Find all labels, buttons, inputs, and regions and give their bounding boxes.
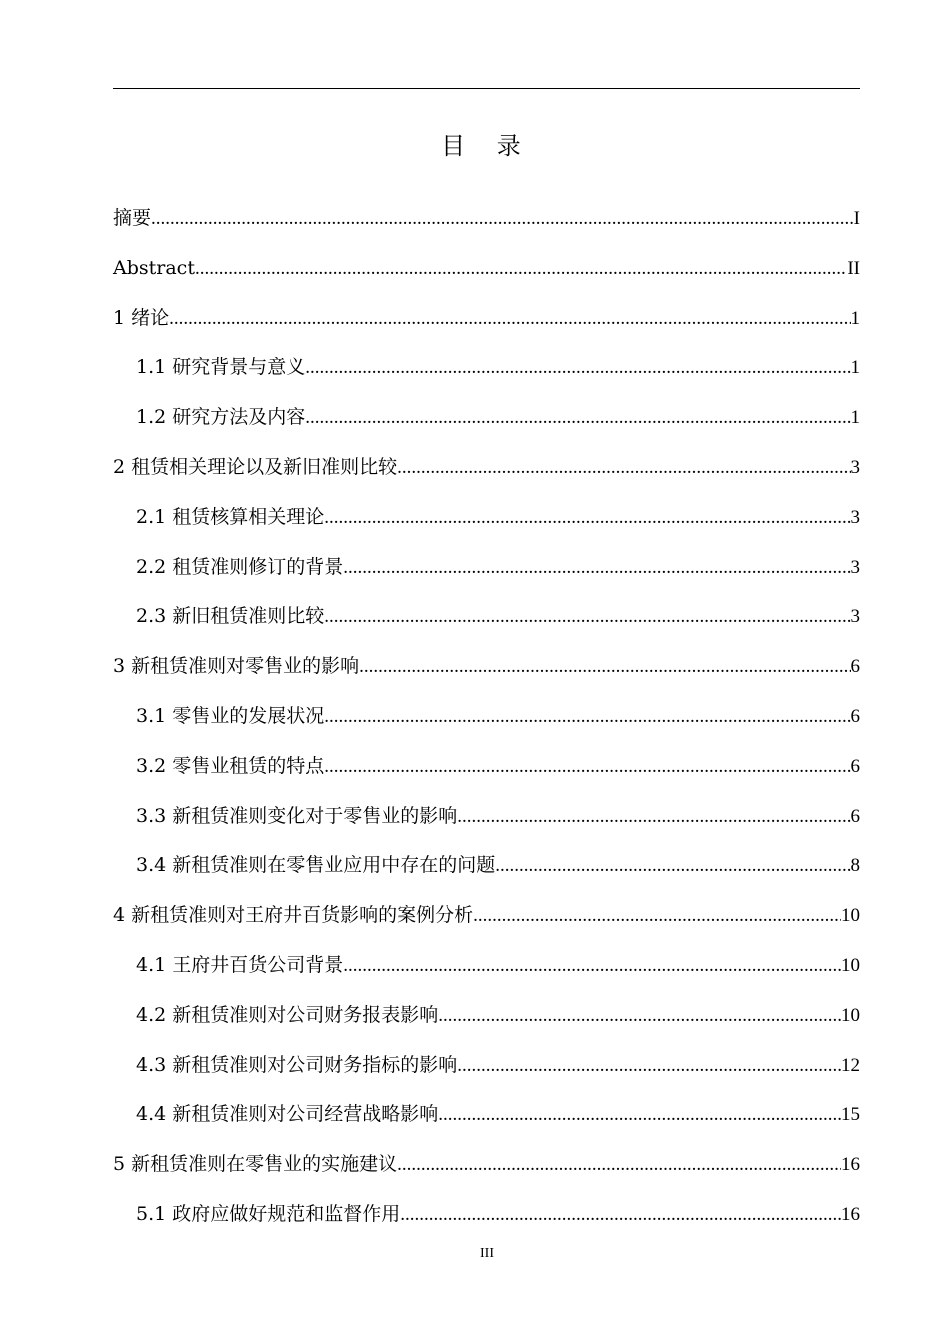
toc-dot-leader bbox=[438, 994, 841, 1037]
toc-entry-label: 2.2 租赁准则修订的背景 bbox=[136, 555, 344, 578]
toc-entry[interactable] bbox=[113, 645, 860, 695]
toc-dot-leader bbox=[457, 1044, 841, 1087]
toc-dot-leader bbox=[343, 546, 850, 589]
toc-entry-page: 3 bbox=[850, 506, 860, 528]
toc-entry[interactable] bbox=[113, 446, 860, 496]
toc-entry[interactable] bbox=[113, 346, 860, 396]
toc-entry-label: Abstract bbox=[113, 256, 195, 279]
toc-entry-label: 3.3 新租赁准则变化对于零售业的影响 bbox=[136, 804, 458, 827]
toc-dot-leader bbox=[438, 1093, 841, 1136]
toc-dot-leader bbox=[305, 396, 850, 439]
toc-entry-label: 3.2 零售业租赁的特点 bbox=[136, 754, 325, 777]
toc-title: 目 录 bbox=[441, 132, 533, 160]
toc-entry-page: 3 bbox=[850, 606, 860, 628]
toc-entry-label: 2.1 租赁核算相关理论 bbox=[136, 505, 325, 528]
toc-entry-label: 2 租赁相关理论以及新旧准则比较 bbox=[113, 455, 398, 478]
toc-entry-page: 6 bbox=[850, 705, 860, 727]
toc-entry-page: 16 bbox=[841, 1203, 860, 1225]
toc-entry[interactable] bbox=[113, 1143, 860, 1193]
toc-entry-label: 3.1 零售业的发展状况 bbox=[136, 704, 325, 727]
toc-entry-label: 4.1 王府井百货公司背景 bbox=[136, 953, 344, 976]
toc-entry-label: 1.1 研究背景与意义 bbox=[136, 356, 306, 379]
toc-dot-leader bbox=[397, 1143, 841, 1186]
toc-dot-leader bbox=[495, 844, 850, 887]
toc-entry-label: 5.1 政府应做好规范和监督作用 bbox=[136, 1202, 401, 1225]
toc-entry[interactable] bbox=[113, 297, 860, 347]
toc-dot-leader bbox=[169, 297, 850, 340]
toc-dot-leader bbox=[324, 745, 850, 788]
toc-entry-page: 12 bbox=[841, 1054, 860, 1076]
toc-dot-leader bbox=[324, 496, 850, 539]
toc-list bbox=[113, 197, 860, 1243]
toc-dot-leader bbox=[359, 645, 850, 688]
toc-entry[interactable] bbox=[113, 894, 860, 944]
toc-entry-page: 1 bbox=[850, 357, 860, 379]
toc-entry-page: 15 bbox=[841, 1104, 860, 1126]
header-rule bbox=[113, 88, 860, 89]
toc-entry-page: 6 bbox=[850, 755, 860, 777]
toc-entry[interactable] bbox=[113, 1093, 860, 1143]
toc-dot-leader bbox=[397, 446, 850, 489]
toc-entry-page: 8 bbox=[850, 855, 860, 877]
toc-dot-leader bbox=[324, 695, 850, 738]
toc-entry[interactable] bbox=[113, 745, 860, 795]
toc-entry[interactable] bbox=[113, 1193, 860, 1243]
toc-entry-page: 10 bbox=[841, 1004, 860, 1026]
toc-entry-label: 5 新租赁准则在零售业的实施建议 bbox=[113, 1153, 398, 1176]
toc-dot-leader bbox=[324, 595, 850, 638]
toc-entry-label: 4.4 新租赁准则对公司经营战略影响 bbox=[136, 1103, 439, 1126]
toc-entry-page: 1 bbox=[850, 307, 860, 329]
toc-dot-leader bbox=[195, 247, 847, 290]
toc-entry-page: 6 bbox=[850, 656, 860, 678]
toc-dot-leader bbox=[343, 944, 841, 987]
toc-dot-leader bbox=[400, 1193, 841, 1236]
toc-entry-label: 1 绪论 bbox=[113, 306, 170, 329]
toc-entry[interactable] bbox=[113, 546, 860, 596]
toc-entry[interactable] bbox=[113, 396, 860, 446]
toc-entry-label: 2.3 新旧租赁准则比较 bbox=[136, 605, 325, 628]
toc-entry-page: 16 bbox=[841, 1154, 860, 1176]
toc-entry[interactable] bbox=[113, 944, 860, 994]
toc-entry-page: 1 bbox=[850, 407, 860, 429]
page-number: III bbox=[480, 1246, 494, 1261]
toc-dot-leader bbox=[473, 894, 841, 937]
toc-entry-label: 4 新租赁准则对王府井百货影响的案例分析 bbox=[113, 904, 474, 927]
toc-entry-label: 4.2 新租赁准则对公司财务报表影响 bbox=[136, 1003, 439, 1026]
toc-entry[interactable] bbox=[113, 1044, 860, 1094]
toc-dot-leader bbox=[151, 197, 854, 240]
toc-entry[interactable] bbox=[113, 247, 860, 297]
toc-entry-page: 3 bbox=[850, 556, 860, 578]
toc-entry[interactable] bbox=[113, 994, 860, 1044]
toc-entry-label: 4.3 新租赁准则对公司财务指标的影响 bbox=[136, 1053, 458, 1076]
toc-dot-leader bbox=[305, 346, 850, 389]
toc-entry[interactable] bbox=[113, 496, 860, 546]
toc-entry-label: 3 新租赁准则对零售业的影响 bbox=[113, 655, 360, 678]
toc-entry-page: II bbox=[847, 257, 860, 279]
toc-entry-label: 3.4 新租赁准则在零售业应用中存在的问题 bbox=[136, 854, 496, 877]
toc-entry[interactable] bbox=[113, 595, 860, 645]
toc-entry[interactable] bbox=[113, 844, 860, 894]
toc-entry-label: 1.2 研究方法及内容 bbox=[136, 406, 306, 429]
toc-entry-page: 6 bbox=[850, 805, 860, 827]
toc-entry[interactable] bbox=[113, 695, 860, 745]
toc-entry-page: I bbox=[853, 208, 860, 229]
toc-entry-label: 摘要 bbox=[113, 207, 152, 229]
toc-entry-page: 3 bbox=[850, 456, 860, 478]
toc-dot-leader bbox=[457, 795, 850, 838]
toc-entry[interactable] bbox=[113, 197, 860, 247]
toc-entry-page: 10 bbox=[841, 905, 860, 927]
toc-entry[interactable] bbox=[113, 795, 860, 845]
toc-entry-page: 10 bbox=[841, 954, 860, 976]
